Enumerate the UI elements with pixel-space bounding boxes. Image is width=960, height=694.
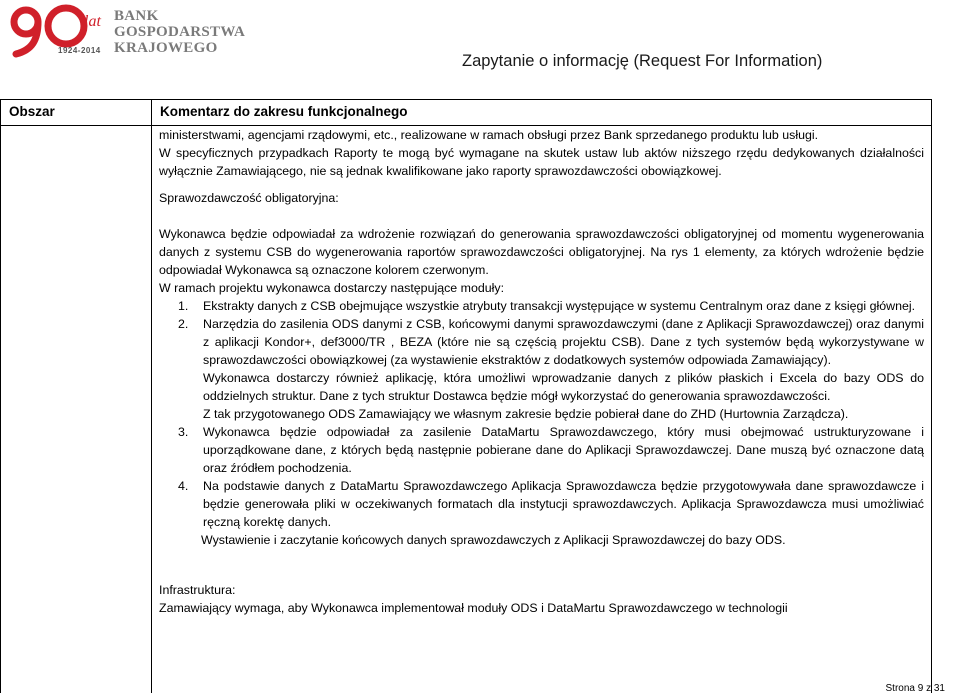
section-heading-obligatory-reporting: Sprawozdawczość obligatoryjna: [159,191,339,205]
list-text: Na podstawie danych z DataMartu Sprawozdawczego Aplikacja Sprawozdawcza będzie przygotowywała dane sprawozdawcze i będzie generowała pliki w oczekiwanych formatach dla instytucji sprawozdawczych. Aplikacja Sprawozdawcza musi umożliwiać ręczną korektę danych. [203,479,924,529]
paragraph-4: Wykonawca będzie odpowiadał za wdrożenie rozwiązań do generowania sprawozdawczości obligatoryjnej od momentu wygenerowania danych z systemu CSB do wygenerowania raportów sprawozdawczości obligatoryjnej. Na rys 1 elementy, za których wdrożenie będzie odpowiadał Wykonawca są oznaczone kolorem czerwonym. [159,227,924,277]
list-text: Wykonawca będzie odpowiadał za zasilenie DataMartu Sprawozdawczego, który musi obejmować ustrukturyzowane i uporządkowane dane, z których będą następnie pobierane dane do Aplikacji Sprawozdawczej. Dane muszą być oznaczone datą oraz źródłem pochodzenia. [203,425,924,475]
bank-name-line1: BANK [114,8,159,24]
page-number: Strona 9 z 31 [885,683,945,694]
list-text: Narzędzia do zasilenia ODS danymi z CSB, końcowymi danymi sprawozdawczymi (dane z Aplikacji Sprawozdawczej) oraz danymi z aplikacji Kondor+, def3000/TR , BEZA (które nie są częścią projektu CSB). Dane z tych systemów będą wykorzystywane w sprawozdawczości obowiązkowej (za wystawienie ekstraktów z dodatkowych systemów odpowiada Zamawiający). [203,317,924,367]
bank-name-line2: GOSPODARSTWA [114,24,246,40]
document-title: Zapytanie o informację (Request For Information) [462,52,823,70]
comment-cell-content [159,126,924,617]
column-header-comment: Komentarz do zakresu funkcjonalnego [160,104,408,119]
list-item-extra: Z tak przygotowanego ODS Zamawiający we własnym zakresie będzie pobierał dane do ZHD (Hurtownia Zarządcza). [203,407,849,421]
paragraph-1: ministerstwami, agencjami rządowymi, etc., realizowane w ramach obsługi przez Bank sprzedanego produktu lub usługi. [159,128,819,142]
list-item-extra: Wykonawca dostarczy również aplikację, która umożliwi wprowadzanie danych z plików płaskich i Excela do bazy ODS do oddzielnych struktur. Dane z tych struktur Dostawca będzie mógł wykorzystać do generowania sprawozdawczości. [203,371,924,403]
anniversary-word: lat [84,13,101,30]
list-item [159,297,924,315]
paragraph-2: W specyficznych przypadkach Raporty te mogą być wymagane na skutek ustaw lub aktów niższego rzędu dedykowanych działalności wyłącznie Zamawiającego, nie są jednak kwalifikowane jako raporty sprawozdawczości obowiązkowej. [159,146,924,178]
list-item [159,315,924,369]
list-item [159,477,924,531]
column-separator [151,100,152,693]
bank-name [114,8,245,56]
bank-name-line3: KRAJOWEGO [114,40,218,56]
anniversary-years: 1924-2014 [58,46,101,55]
list-item [159,423,924,477]
list-number: 1. [178,299,189,313]
paragraph-5: W ramach projektu wykonawca dostarczy następujące moduły: [159,281,505,295]
list-number: 3. [178,425,189,439]
column-header-area: Obszar [9,104,55,119]
list-text: Ekstrakty danych z CSB obejmujące wszystkie atrybuty transakcji występujące w systemu Centralnym oraz dane z księgi głównej. [203,299,916,313]
list-number: 4. [178,479,189,493]
bgk-logo [6,2,246,58]
paragraph-6: Wystawienie i zaczytanie końcowych danych sprawozdawczych z Aplikacji Sprawozdawczej do bazy ODS. [201,533,786,547]
section-heading-infrastructure: Infrastruktura: [159,583,236,597]
list-number: 2. [178,317,189,331]
paragraph-8: Zamawiający wymaga, aby Wykonawca implementował moduły ODS i DataMartu Sprawozdawczego w technologii [159,601,788,615]
hidden-number [92,41,93,42]
